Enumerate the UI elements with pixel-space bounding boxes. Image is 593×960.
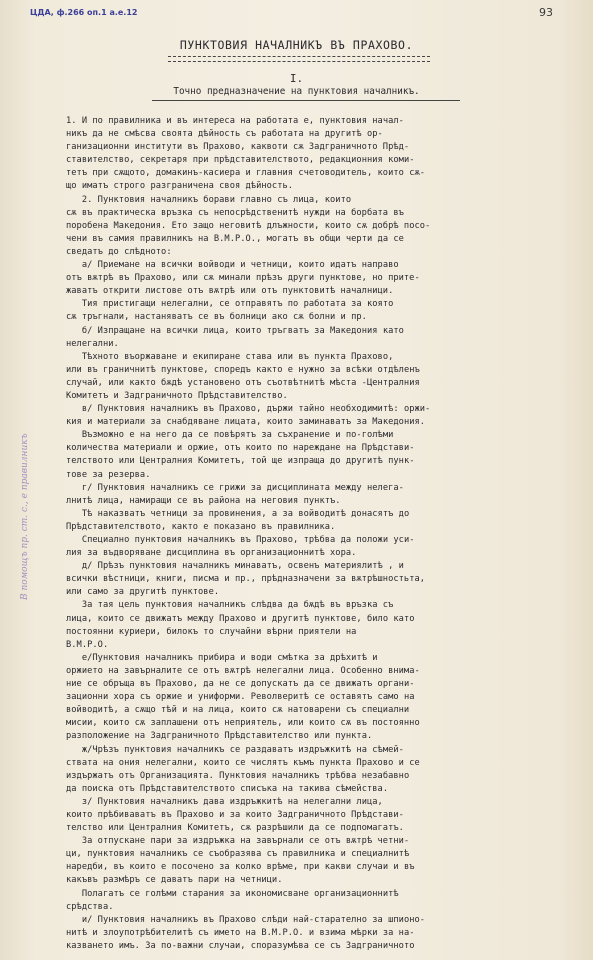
text-line: оржието на завърналите се отъ вѫтрѣ нелегални лица. Особенно внима- — [66, 665, 420, 676]
text-line: случай, или както бѫдѣ установено отъ съотвѣтнитѣ мѣста -Централния — [66, 377, 420, 388]
text-line: ганизационни институти въ Прахово, каквоти сѫ Задграничното Прѣд- — [66, 142, 410, 153]
text-line: никъ да не смѣсва своята дѣйность съ работата на другитѣ ор- — [66, 129, 383, 140]
text-line: д/ Прѣзъ пунктовия началникъ минаватъ, освенъ материялитѣ , и — [66, 561, 404, 572]
text-line: зационни хора съ оржие и униформи. Револверитѣ се оставятъ само на — [66, 692, 415, 703]
text-line: всички вѣстници, книги, писма и пр., прѣдназначени за вѫтрѣшностьта, — [66, 574, 426, 585]
text-line: Тѣхното въоржаване и екипиране става или въ пункта Прахово, — [66, 351, 394, 362]
text-line: отъ вѫтрѣ въ Прахово, или сѫ минали прѣзъ други пунктове, но прите- — [66, 273, 420, 284]
section-title: Точно предназначение на пунктовия началникъ. — [173, 86, 420, 97]
text-line: лица, които се движатъ между Прахово и другитѣ пунктове, било като — [66, 613, 415, 624]
text-line: Комитетъ и Задграничното Прѣдставителство. — [66, 390, 288, 401]
text-line: сѫ въ практическа връзка съ непосрѣдственитѣ нужди на борбата въ — [66, 207, 404, 218]
text-line: или въ граничнитѣ пунктове, споредъ както е нужно за всѣки отдѣленъ — [66, 364, 420, 375]
text-line: За тая цель пунктовия началникъ слѣдва да бѫдѣ въ връзка съ — [66, 600, 394, 611]
title-rule-2 — [168, 61, 430, 62]
text-line: г/ Пунктовия началникъ се грижи за дисциплината между нелега- — [66, 482, 404, 493]
text-line: лия за въдворяване дисциплина въ организационнитѣ хора. — [66, 548, 357, 559]
text-line: сведатъ до слѣдното: — [66, 246, 172, 257]
archive-stamp: ЦДА, ф.266 оп.1 а.е.12 — [30, 8, 138, 17]
text-line: или само за другитѣ пунктове. — [66, 587, 220, 598]
text-line: 2. Пунктовия началникъ борави главно съ лица, които — [66, 194, 352, 205]
text-line: постоянни куриери, билокъ то случайни вѣрни приятели на — [66, 626, 357, 637]
text-line: тетъ при сѫщото, домакинъ-касиера и главния счетоводитель, които сѫ- — [66, 168, 426, 179]
text-line: Тия пристигащи нелегални, се отправятъ по работата за която — [66, 299, 394, 310]
title-rule-1 — [168, 56, 430, 57]
text-line: ствата на ония нелегални, които се числятъ къмъ пункта Прахово и се — [66, 757, 420, 768]
text-line: поробена Македония. Ето защо неговитѣ длъжности, които сѫ добрѣ посо- — [66, 220, 431, 231]
text-line: з/ Пунктовия началникъ дава издръжкитѣ на нелегални лица, — [66, 796, 383, 807]
text-line: войводитѣ, а сѫщо тѣй и на лица, които сѫ натоварени съ специални — [66, 705, 410, 716]
text-line: жаватъ открити листове отъ вѫтрѣ или отъ пунктовитѣ началници. — [66, 286, 394, 297]
text-line: наредби, въ които е посочено за колко врѣме, при какви случаи и въ — [66, 862, 415, 873]
text-line: 1. И по правилника и въ интереса на работата е, пунктовия начал- — [66, 116, 404, 126]
text-line: нелегални. — [66, 338, 119, 349]
text-line: нитѣ и злоупотрѣбителитѣ съ името на В.М.Р.О. и взима мѣрки за на- — [66, 927, 415, 938]
text-line: Специално пунктовия началникъ въ Прахово, трѣбва да положи уси- — [66, 535, 415, 545]
text-line: ци, пунктовия началникъ се съобразява съ правилника и специалнитѣ — [66, 849, 410, 860]
handwritten-margin-note: В помощъ пр. ст. с., е правилникъ — [20, 433, 30, 600]
text-line: мисии, които сѫ заплашени отъ неприятель, или които сѫ въ постоянно — [66, 718, 420, 729]
text-line: Полагатъ се голѣми старания за икономисване организационнитѣ — [66, 888, 399, 899]
text-line: телството или Централния Комитетъ, той ще изпраща до другитѣ пунк- — [66, 456, 415, 467]
text-line: е/Пунктовия началникъ прибира и води смѣтка за дрѣхитѣ и — [66, 652, 378, 663]
text-line: Прѣдставителството, както е показано въ правилника. — [66, 521, 336, 532]
text-line: телство или Централния Комитетъ, сѫ разрѣшили да се подпомагатъ. — [66, 823, 404, 834]
text-line: чени въ самия правилникъ на В.М.Р.О., могатъ въ общи черти да се — [66, 233, 404, 244]
text-line: В.М.Р.О. — [66, 639, 109, 650]
text-line: Възможно е на него да се повѣрятъ за съхранение и по-голѣми — [66, 430, 394, 441]
section-number: I. — [289, 72, 304, 85]
text-line: а/ Приемане на всички войводи и четници, които идатъ направо — [66, 260, 399, 271]
text-line: да поиска отъ Прѣдставителството списъка на такива сѣмейства. — [66, 783, 389, 794]
text-line: в/ Пунктовия началникъ въ Прахово, държи тайно необходимитѣ: оржи- — [66, 404, 431, 415]
text-line: количества материали и оржие, отъ които по нареждане на Прѣдстави- — [66, 443, 415, 454]
page-number: 93 — [539, 6, 553, 19]
text-line: За отпускане пари за издръжка на завърнали се отъ вѫтрѣ четни- — [66, 836, 410, 847]
text-line: и/ Пунктовия началникъ въ Прахово слѣди най-старателно за шпионо- — [66, 914, 426, 925]
text-line: казването имъ. За по-важни случаи, споразумѣва се съ Задграничното — [66, 940, 415, 951]
text-line: какъвъ размѣръ се даватъ пари на четници. — [66, 875, 283, 886]
text-line: б/ Изпращане на всички лица, които тръгватъ за Македония като — [66, 325, 404, 336]
text-line: които прѣбиваватъ въ Прахово и за които Задграничното Прѣдстави- — [66, 809, 404, 820]
document-body — [66, 115, 578, 953]
text-line: сѫ тръгнали, настаняватъ се въ болници ако сѫ болни и пр. — [66, 312, 367, 323]
text-line: що иматъ строго разграничена своя дѣйность. — [66, 181, 294, 192]
section-title-rule — [152, 100, 460, 101]
text-line: срѣдства. — [66, 901, 114, 912]
text-line: тове за резерва. — [66, 469, 151, 480]
text-line: издържатъ отъ Организацията. Пунктовия началникъ трѣбва незабавно — [66, 770, 410, 781]
document-title: ПУНКТОВИЯ НАЧАЛНИКЪ ВЪ ПРАХОВО. — [179, 38, 414, 52]
text-line: ж/Чрѣзъ пунктовия началникъ се раздаватъ издръжкитѣ на сѣмей- — [66, 744, 404, 755]
text-line: кия и материали за снабдяване лицата, които заминаватъ за Македония. — [66, 417, 426, 428]
text-line: ставителство, секретаря при прѣдставителството, редакционния коми- — [66, 155, 415, 166]
text-line: разположение на Задграничното Прѣдставителство или пункта. — [66, 731, 373, 742]
text-line: Тѣ наказватъ четници за провинения, а за войводитѣ донасятъ до — [66, 508, 410, 519]
text-line: лнитѣ лица, намиращи се въ района на неговия пунктъ. — [66, 495, 341, 506]
text-line: ние се обръща въ Прахово, да не се допускатъ да се движатъ органи- — [66, 679, 415, 690]
